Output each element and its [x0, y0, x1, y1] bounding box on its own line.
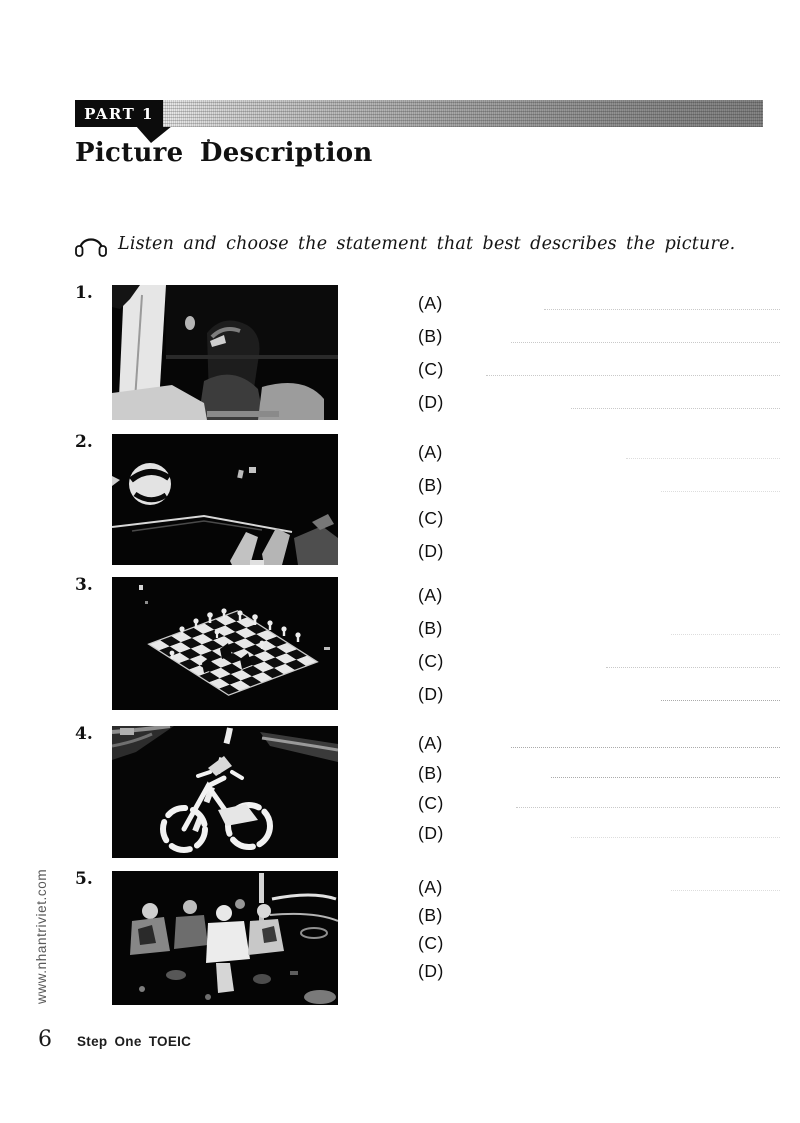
option-row: [418, 469, 780, 502]
faint-answer-line: [571, 836, 780, 838]
question-number: 2.: [75, 432, 93, 452]
faint-answer-line: [626, 457, 780, 459]
question-number: 5.: [75, 869, 93, 889]
instruction-text: Listen and choose the statement that best describes the picture.: [118, 234, 736, 254]
question-number: 3.: [75, 575, 93, 595]
faint-answer-line: [661, 699, 780, 701]
part-label: PART 1: [84, 104, 154, 123]
option-b-label: (B): [418, 475, 443, 495]
publisher-watermark: www.nhantriviet.com: [34, 868, 49, 1004]
option-b-label: (B): [418, 904, 443, 925]
option-b-label: (B): [418, 326, 443, 346]
faint-answer-line: [516, 806, 780, 808]
option-row: [418, 320, 780, 353]
question-1-photo: [112, 285, 338, 420]
faint-answer-line: [606, 666, 780, 668]
option-row: [418, 788, 780, 818]
faint-answer-line: [486, 374, 780, 376]
question-3-photo: [112, 577, 338, 710]
option-a-label: (A): [418, 585, 443, 605]
instruction-row: [73, 229, 735, 259]
option-row: [418, 502, 780, 535]
option-c-label: (C): [418, 508, 444, 528]
option-row: [418, 535, 780, 568]
option-row: [418, 645, 780, 678]
faint-answer-line: [544, 308, 780, 310]
option-a-label: (A): [418, 442, 443, 462]
option-row: [418, 612, 780, 645]
option-row: [418, 873, 780, 901]
option-d-label: (D): [418, 541, 444, 561]
option-list: [418, 579, 780, 711]
option-c-label: (C): [418, 932, 444, 953]
option-c-label: (C): [418, 792, 444, 813]
question-number: 1.: [75, 283, 93, 303]
faint-answer-line: [571, 407, 780, 409]
option-row: [418, 678, 780, 711]
question-5-photo: [112, 871, 338, 1005]
faint-answer-line: [671, 633, 780, 635]
option-b-label: (B): [418, 618, 443, 638]
option-row: [418, 287, 780, 320]
option-row: [418, 901, 780, 929]
header-texture-bar: [163, 100, 763, 127]
option-d-label: (D): [418, 822, 444, 843]
page-title: Picture Description: [75, 138, 373, 168]
option-a-label: (A): [418, 876, 443, 897]
option-row: [418, 728, 780, 758]
book-title: Step One TOEIC: [77, 1034, 192, 1049]
page-number: 6: [38, 1027, 52, 1052]
faint-answer-line: [511, 341, 780, 343]
option-c-label: (C): [418, 359, 444, 379]
option-row: [418, 579, 780, 612]
question-number: 4.: [75, 724, 93, 744]
option-a-label: (A): [418, 293, 443, 313]
option-row: [418, 758, 780, 788]
question-2-photo: [112, 434, 338, 565]
option-c-label: (C): [418, 651, 444, 671]
option-list: [418, 436, 780, 568]
faint-answer-line: [661, 490, 780, 492]
option-row: [418, 353, 780, 386]
option-row: [418, 818, 780, 848]
option-row: [418, 436, 780, 469]
option-a-label: (A): [418, 732, 443, 753]
option-d-label: (D): [418, 960, 444, 981]
option-row: [418, 386, 780, 419]
option-b-label: (B): [418, 762, 443, 783]
option-list: [418, 728, 780, 848]
option-list: [418, 287, 780, 419]
part-label-badge: [75, 100, 163, 127]
option-row: [418, 957, 780, 985]
option-list: [418, 873, 780, 985]
option-row: [418, 929, 780, 957]
faint-answer-line: [551, 776, 780, 778]
option-d-label: (D): [418, 684, 444, 704]
question-4-photo: [112, 726, 338, 858]
option-d-label: (D): [418, 392, 444, 412]
headphones-icon: [73, 229, 109, 259]
faint-answer-line: [511, 746, 780, 748]
faint-answer-line: [671, 889, 780, 891]
